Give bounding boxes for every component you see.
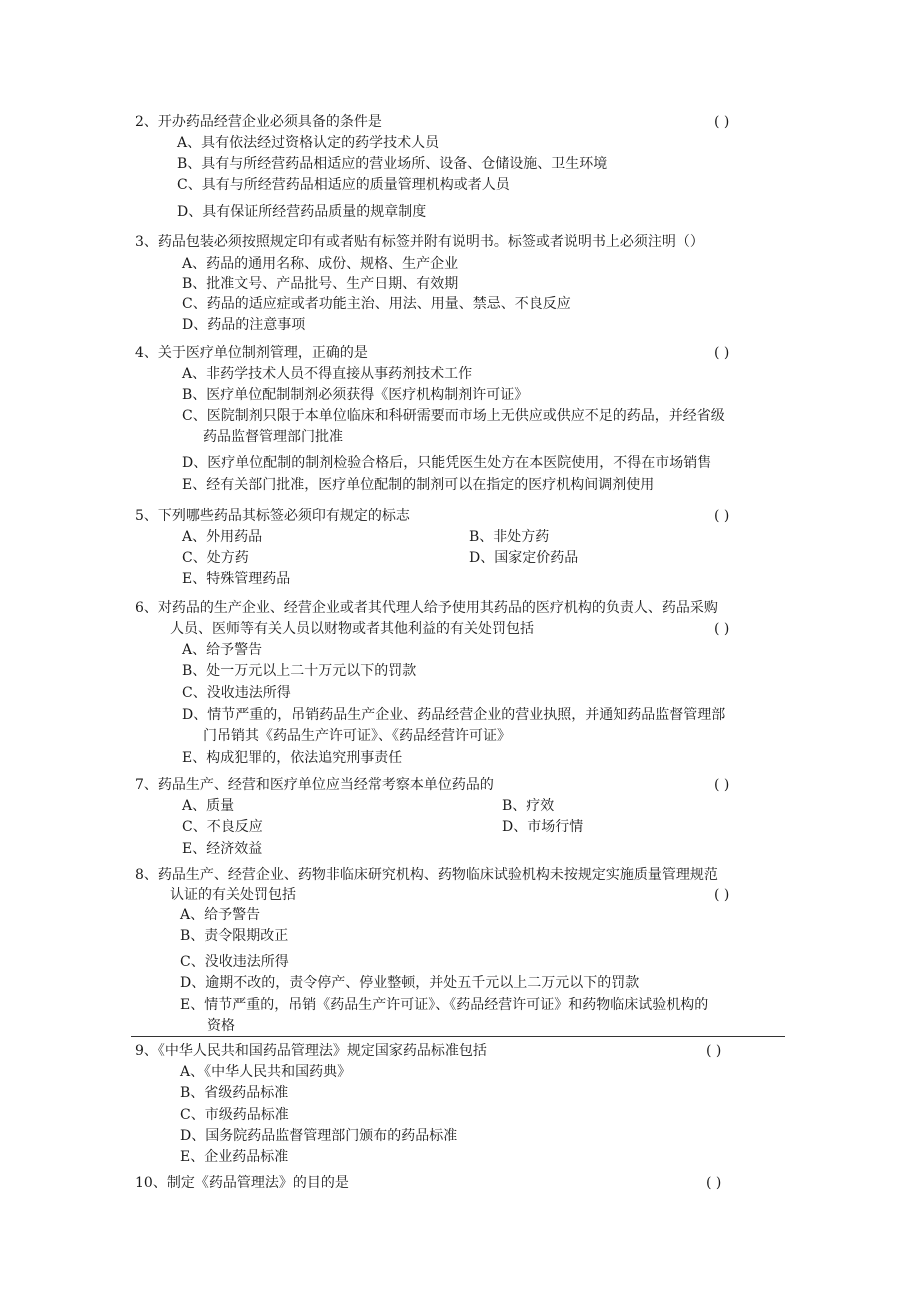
question-5-option-e: E、特殊管理药品 bbox=[182, 571, 291, 587]
question-6-option-b: B、处一万元以上二十万元以下的罚款 bbox=[182, 663, 417, 679]
question-7-option-e: E、经济效益 bbox=[182, 841, 263, 857]
question-9-option-b: B、省级药品标准 bbox=[180, 1085, 289, 1101]
question-4-stem: 4、关于医疗单位制剂管理，正确的是 bbox=[135, 345, 368, 361]
question-8-option-c: C、没收违法所得 bbox=[180, 954, 289, 970]
question-3-option-a: A、药品的通用名称、成份、规格、生产企业 bbox=[182, 256, 459, 272]
question-5-option-a: A、外用药品 bbox=[182, 529, 263, 545]
question-10-answer-blank[interactable]: ( ) bbox=[706, 1175, 722, 1191]
question-4-option-b: B、医疗单位配制制剂必须获得《医疗机构制剂许可证》 bbox=[182, 387, 529, 403]
question-7-stem: 7、药品生产、经营和医疗单位应当经常考察本单位药品的 bbox=[135, 777, 494, 793]
question-9-option-c: C、市级药品标准 bbox=[180, 1107, 289, 1123]
question-8-option-a: A、给予警告 bbox=[180, 907, 261, 923]
question-6-stem-line-1: 6、对药品的生产企业、经营企业或者其代理人给予使用其药品的医疗机构的负责人、药品采购 bbox=[135, 600, 718, 616]
question-6-option-c: C、没收违法所得 bbox=[182, 685, 291, 701]
question-5-option-b: B、非处方药 bbox=[469, 529, 550, 545]
question-2-stem: 2、开办药品经营企业必须具备的条件是 bbox=[135, 114, 382, 130]
question-3-option-c: C、药品的适应症或者功能主治、用法、用量、禁忌、不良反应 bbox=[182, 296, 571, 312]
question-7-option-d: D、市场行情 bbox=[502, 819, 584, 835]
question-9-stem: 9、《中华人民共和国药品管理法》规定国家药品标准包括 bbox=[135, 1043, 487, 1059]
question-6-option-d-continued: 门吊销其《药品生产许可证》、《药品经营许可证》 bbox=[203, 728, 511, 744]
question-6-stem-line-2: 人员、医师等有关人员以财物或者其他利益的有关处罚包括 bbox=[170, 621, 534, 637]
question-6-option-a: A、给予警告 bbox=[182, 642, 263, 658]
question-5-option-c: C、处方药 bbox=[182, 550, 249, 566]
question-8-answer-blank[interactable]: ( ) bbox=[714, 887, 730, 903]
question-4-option-e: E、经有关部门批准，医疗单位配制的制剂可以在指定的医疗机构间调剂使用 bbox=[182, 477, 655, 493]
question-2-answer-blank[interactable]: ( ) bbox=[714, 114, 730, 130]
question-2-option-a: A、具有依法经过资格认定的药学技术人员 bbox=[177, 135, 440, 151]
question-5-answer-blank[interactable]: ( ) bbox=[714, 508, 730, 524]
question-6-option-e: E、构成犯罪的，依法追究刑事责任 bbox=[182, 750, 403, 766]
question-2-option-b: B、具有与所经营药品相适应的营业场所、设备、仓储设施、卫生环境 bbox=[177, 156, 608, 172]
question-8-option-d: D、逾期不改的，责令停产、停业整顿，并处五千元以上二万元以下的罚款 bbox=[180, 975, 640, 991]
question-9-option-d: D、国务院药品监督管理部门颁布的药品标准 bbox=[180, 1128, 458, 1144]
question-2-option-d: D、具有保证所经营药品质量的规章制度 bbox=[177, 204, 427, 220]
question-7-option-c: C、不良反应 bbox=[182, 819, 263, 835]
question-9-option-a: A、《中华人民共和国药典》 bbox=[180, 1064, 352, 1080]
question-8-stem-line-1: 8、药品生产、经营企业、药物非临床研究机构、药物临床试验机构未按规定实施质量管理规范 bbox=[135, 867, 718, 883]
question-9-option-e: E、企业药品标准 bbox=[180, 1149, 289, 1165]
horizontal-divider bbox=[131, 1036, 785, 1037]
question-3-option-d: D、药品的注意事项 bbox=[182, 317, 306, 333]
question-8-stem-line-2: 认证的有关处罚包括 bbox=[170, 887, 296, 903]
question-6-option-d: D、情节严重的，吊销药品生产企业、药品经营企业的营业执照，并通知药品监督管理部 bbox=[182, 707, 726, 723]
question-5-stem: 5、下列哪些药品其标签必须印有规定的标志 bbox=[135, 508, 410, 524]
question-7-option-a: A、质量 bbox=[182, 798, 235, 814]
question-6-answer-blank[interactable]: ( ) bbox=[714, 621, 730, 637]
question-7-option-b: B、疗效 bbox=[502, 798, 555, 814]
question-4-answer-blank[interactable]: ( ) bbox=[714, 345, 730, 361]
question-3-stem: 3、药品包装必须按照规定印有或者贴有标签并附有说明书。标签或者说明书上必须注明（） bbox=[135, 234, 704, 250]
question-2-option-c: C、具有与所经营药品相适应的质量管理机构或者人员 bbox=[177, 177, 510, 193]
question-4-option-c-continued: 药品监督管理部门批准 bbox=[203, 429, 343, 445]
question-7-answer-blank[interactable]: ( ) bbox=[714, 777, 730, 793]
question-4-option-d: D、医疗单位配制的制剂检验合格后，只能凭医生处方在本医院使用，不得在市场销售 bbox=[182, 455, 712, 471]
question-5-option-d: D、国家定价药品 bbox=[469, 550, 579, 566]
question-8-option-b: B、责令限期改正 bbox=[180, 928, 289, 944]
question-4-option-c: C、医院制剂只限于本单位临床和科研需要而市场上无供应或供应不足的药品，并经省级 bbox=[182, 408, 725, 424]
question-4-option-a: A、非药学技术人员不得直接从事药剂技术工作 bbox=[182, 366, 473, 382]
question-8-option-e: E、情节严重的，吊销《药品生产许可证》、《药品经营许可证》和药物临床试验机构的 bbox=[180, 997, 709, 1013]
question-9-answer-blank[interactable]: ( ) bbox=[706, 1043, 722, 1059]
question-10-stem: 10、制定《药品管理法》的目的是 bbox=[135, 1175, 349, 1191]
question-3-option-b: B、批准文号、产品批号、生产日期、有效期 bbox=[182, 276, 459, 292]
question-8-option-e-continued: 资格 bbox=[207, 1018, 235, 1034]
